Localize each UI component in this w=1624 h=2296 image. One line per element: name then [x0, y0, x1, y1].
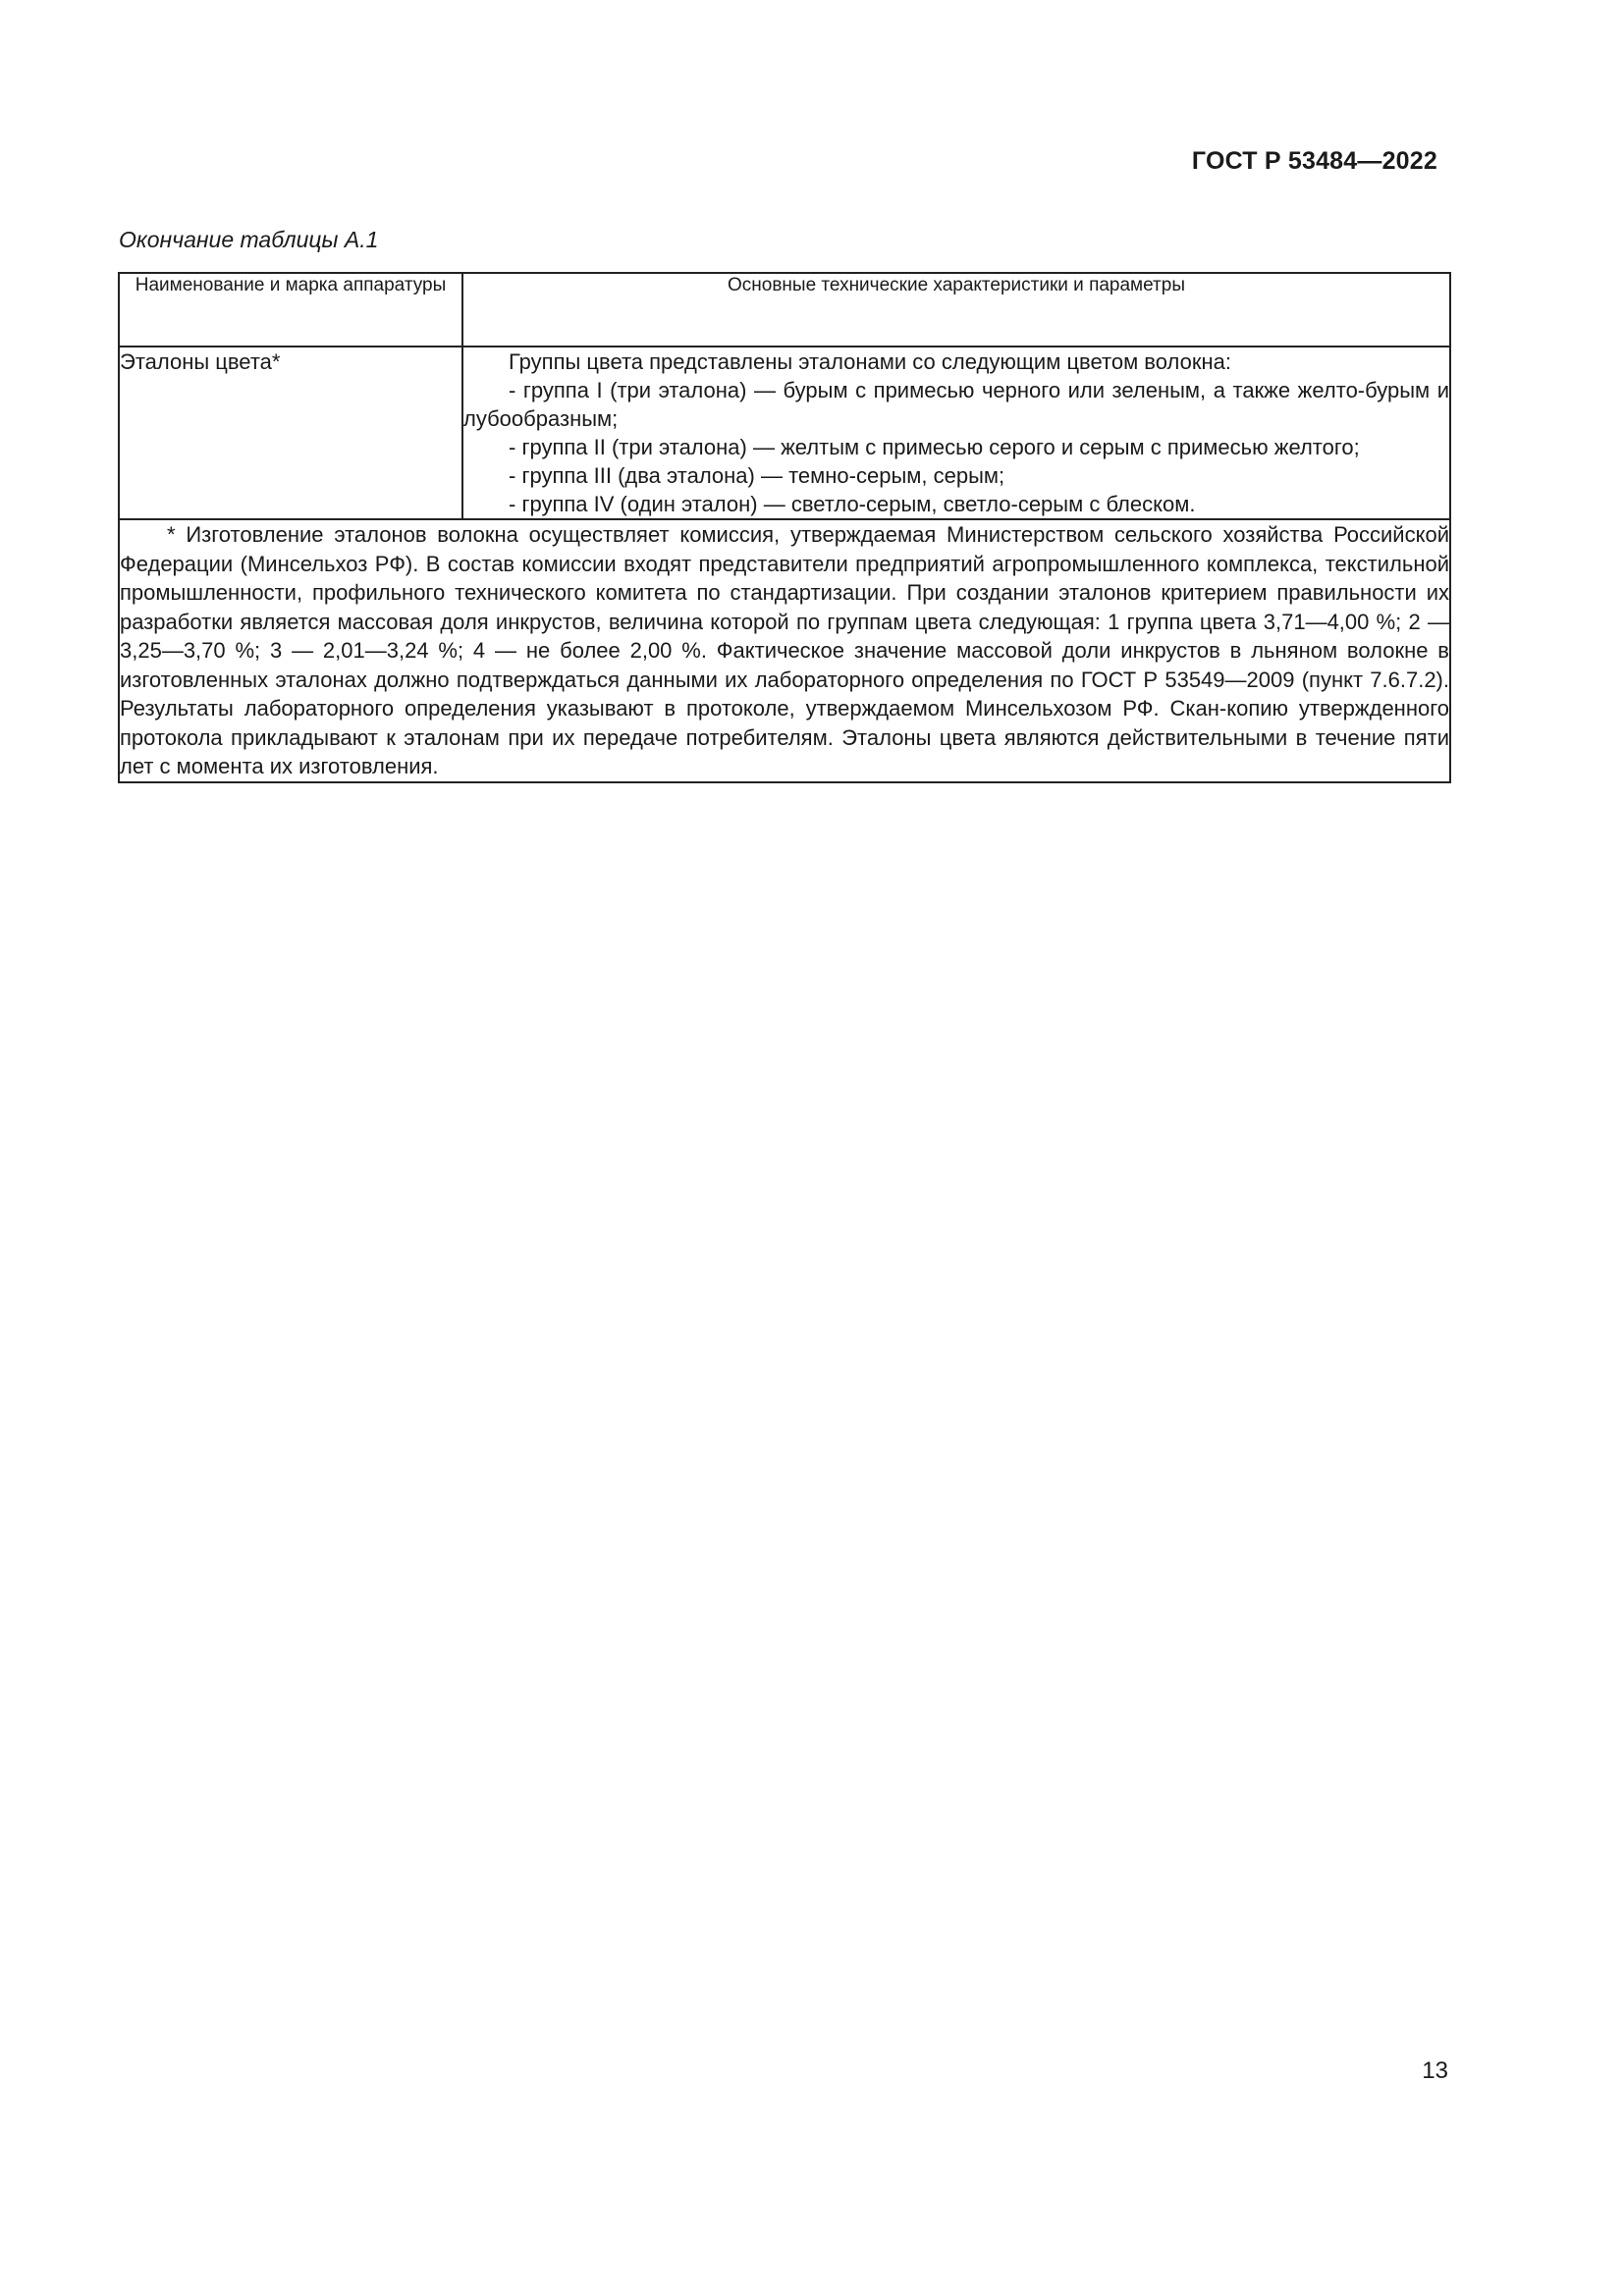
params-line: - группа II (три эталона) — желтым с примесью серого и серым с примесью желтого;	[509, 435, 1360, 459]
params-line: - группа IV (один эталон) — светло-серым, светло-серым с блеском.	[509, 492, 1196, 516]
table-footnote: * Изготовление эталонов волокна осуществляет комиссия, утверждаемая Министерством сельского хозяйства Российской Федерации (Минсельхоз РФ). В состав комиссии входят представители предприятий агропромышленного комплекса, текстильной промышленности, профильного технического комитета по стандартизации. При создании эталонов критерием правильности их разработки является массовая доля инкрустов, величина которой по группам цвета следующая: 1 группа цвета 3,71—4,00 %; 2 — 3,25—3,70 %; 3 — 2,01—3,24 %; 4 — не более 2,00 %. Фактическое значение массовой доли инкрустов в льняном волокне в изготовленных эталонах должно подтверждаться данными их лабораторного определения по ГОСТ Р 53549—2009 (пункт 7.6.7.2). Результаты лабораторного определения указывают в протоколе, утверждаемом Минсельхозом РФ. Скан-копию утвержденного протокола прикладывают к эталонам при их передаче потребителям. Эталоны цвета являются действительными в течение пяти лет с момента их изготовления.	[120, 522, 1449, 778]
page-number: 13	[1422, 2057, 1448, 2084]
table-caption: Окончание таблицы А.1	[119, 227, 379, 252]
column-header-params: Основные технические характеристики и параметры	[462, 273, 1450, 347]
footnote-row	[119, 519, 1450, 782]
equipment-table	[118, 272, 1451, 783]
column-header-name: Наименование и марка аппаратуры	[119, 273, 462, 347]
params-line: Группы цвета представлены эталонами со следующим цветом волокна:	[509, 349, 1231, 374]
params-line: - группа I (три эталона) — бурым с примесью черного или зеленым, а также желто-бурым и лубообразным;	[463, 378, 1449, 431]
table-row	[119, 347, 1450, 519]
footnote-cell	[119, 519, 1450, 782]
table-header-row	[119, 273, 1450, 347]
standard-designation: ГОСТ Р 53484—2022	[1191, 147, 1437, 175]
equipment-name-cell: Эталоны цвета*	[119, 347, 462, 519]
params-line: - группа III (два эталона) — темно-серым, серым;	[509, 463, 1005, 488]
equipment-params-cell	[462, 347, 1450, 519]
